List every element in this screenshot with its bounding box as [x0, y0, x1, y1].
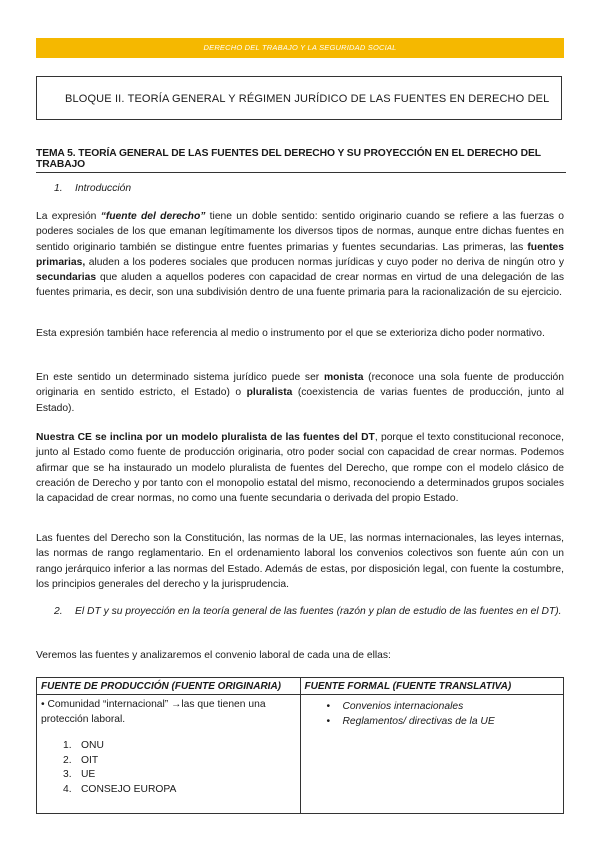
- bold-term: Nuestra CE se inclina por un modelo pluralista de las fuentes del DT: [36, 432, 375, 443]
- list-item: • Convenios internacionales: [343, 699, 560, 714]
- list-text: UE: [81, 769, 96, 780]
- text-run: aluden a los poderes sociales que producen normas jurídicas y cuyo poder no deriva de ningún otro y: [85, 256, 564, 268]
- comunidad-internacional-text: • Comunidad “internacional” →las que tienen una protección laboral.: [41, 699, 266, 725]
- list-number: 1.: [63, 740, 72, 751]
- table-header-fuente-produccion: FUENTE DE PRODUCCIÓN (FUENTE ORIGINARIA): [37, 678, 301, 695]
- section-title: El DT y su proyección en la teoría general de las fuentes (razón y plan de estudio de las fuentes en el DT).: [75, 606, 562, 617]
- paragraph-veremos: Veremos las fuentes y analizaremos el convenio laboral de cada una de ellas:: [36, 650, 391, 661]
- bold-term: fuentes primarias,: [36, 241, 564, 268]
- list-number: 2.: [63, 754, 72, 766]
- organizations-list: [41, 739, 296, 797]
- paragraph-fuentes-del-derecho: Las fuentes del Derecho son la Constitución, las normas de la UE, las normas internacionales, las leyes internas, las normas de rango reglamentario. En el ordenamiento laboral los convenios colectivos son fuente aún con un rango jerárquico inferior a las normas del Estado. Además de estas, por disposición legal, con fuente la costumbre, los principios generales del derecho y la jurisprudencia.: [36, 533, 564, 590]
- text-run: La expresión: [36, 211, 101, 222]
- bold-term: secundarias: [36, 272, 97, 284]
- document-header-bar: DERECHO DEL TRABAJO Y LA SEGURIDAD SOCIAL: [36, 38, 564, 58]
- bold-term: pluralista: [246, 387, 293, 399]
- section-heading-introduccion: [54, 181, 131, 196]
- list-item: • Reglamentos/ directivas de la UE: [343, 714, 560, 729]
- list-text: OIT: [81, 754, 99, 766]
- list-number: 3.: [63, 769, 72, 780]
- text-run: tiene un doble sentido: sentido originario cuando se refiere a las fuerzas o poderes sociales de los que emanan legítimamente los diversos tipos de normas, aunque entre dichas fuentes en sentido originario también se distingue entre fuentes primarias y fuentes secundarias. Las primeras, las: [36, 211, 564, 253]
- paragraph-fuente-del-derecho: [36, 209, 564, 301]
- text-run: (reconoce una sola fuente de producción originaria en sentido estricto, el Estado) o: [36, 372, 565, 399]
- list-item: [63, 768, 296, 783]
- section-title: Introducción: [75, 183, 132, 194]
- list-text: CONSEJO EUROPA: [81, 783, 177, 795]
- text-run: , porque el texto constitucional reconoce, junto al Estado como fuente de producción originaria, otro poder social con capacidad de crear normas. Podemos afirmar que se ha instaurado un modelo pluralista de fuentes del Derecho, que rompe con el modelo clásico de creación de Derecho y por tanto con el monopolio estatal del mismo, reconociendo a determinados grupos sociales la capacidad de crear normas, no como una fuente secundaria o derivada del propio Estado.: [36, 432, 564, 505]
- section-number: 2.: [54, 606, 63, 617]
- emphasis-term: “fuente del derecho”: [100, 211, 206, 222]
- table-cell-fuente-produccion: [37, 695, 301, 814]
- list-number: 4.: [63, 783, 72, 795]
- paragraph-modelo-pluralista: [36, 430, 564, 506]
- section-number: 1.: [54, 183, 63, 194]
- fuentes-table: [36, 677, 564, 814]
- bold-term: monista: [323, 372, 364, 383]
- formal-sources-list: [305, 699, 560, 729]
- text-run: (coexistencia de varias fuentes de producción, junto al Estado).: [36, 387, 564, 414]
- list-item: [63, 754, 296, 769]
- paragraph-expresion: Esta expresión también hace referencia al medio o instrumento por el que se exterioriza dicho poder normativo.: [36, 328, 545, 339]
- text-run: En este sentido un determinado sistema jurídico puede ser: [36, 372, 324, 383]
- text-run: que aluden a aquellos poderes con capacidad de crear normas en virtud de una delegación de las fuentes primaria, es decir, son una subdivisión dentro de una fuente primaria para la racionalización de su ejercicio.: [36, 272, 564, 299]
- bloque-title-box: BLOQUE II. TEORÍA GENERAL Y RÉGIMEN JURÍDICO DE LAS FUENTES EN DERECHO DEL: [36, 76, 562, 120]
- table-header-fuente-formal: FUENTE FORMAL (FUENTE TRANSLATIVA): [300, 678, 564, 695]
- tema-title: TEMA 5. TEORÍA GENERAL DE LAS FUENTES DEL DERECHO Y SU PROYECCIÓN EN EL DERECHO DEL TRABAJO: [36, 148, 566, 173]
- table-cell-fuente-formal: [300, 695, 564, 814]
- list-item: [63, 783, 296, 798]
- list-item: [63, 739, 296, 754]
- paragraph-monista-pluralista: [36, 370, 564, 416]
- section-heading-dt-proyeccion: [54, 604, 564, 619]
- list-text: ONU: [81, 740, 104, 751]
